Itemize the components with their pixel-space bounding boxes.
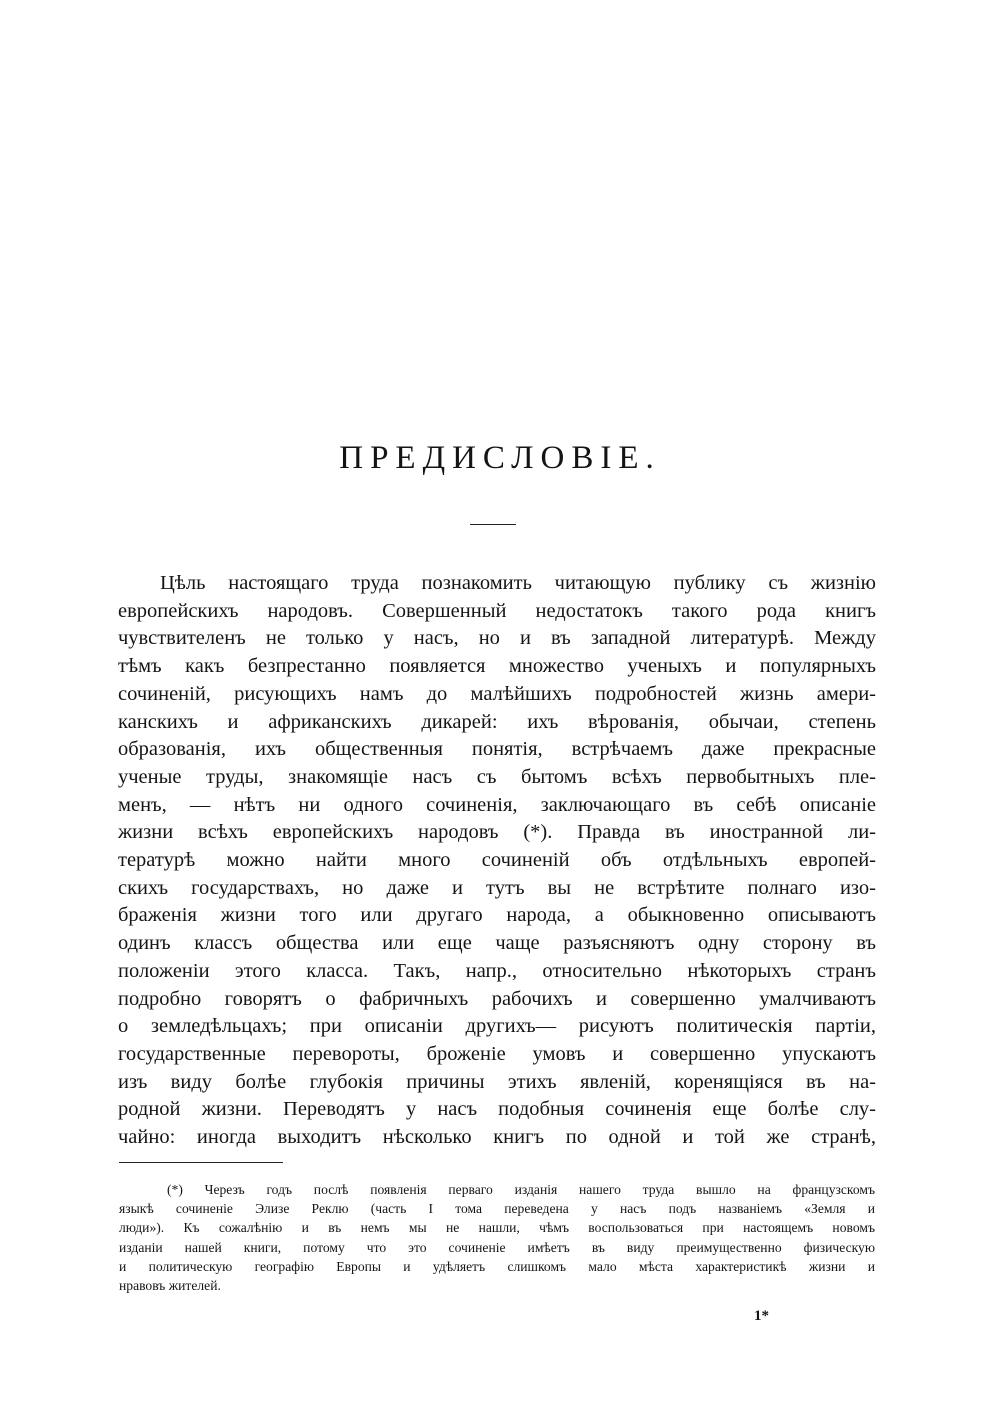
- body-paragraph: [118, 570, 876, 1152]
- body-line: канскихъ и африканскихъ дикарей: ихъ вѣрованія, обычаи, степень: [118, 710, 876, 733]
- body-line: положеніи этого класса. Такъ, напр., относительно нѣкоторыхъ странъ: [118, 959, 876, 982]
- footnote-line: изданіи нашей книги, потому что это сочиненіе имѣетъ въ виду преимущественно физическую: [119, 1239, 875, 1255]
- footnote-line: нравовъ жителей.: [119, 1278, 221, 1294]
- body-line: европейскихъ народовъ. Совершенный недостатокъ такого рода книгъ: [118, 599, 876, 622]
- footnote-line: (*) Черезъ годъ послѣ появленія перваго изданія нашего труда вышло на французскомъ: [167, 1182, 875, 1197]
- title-divider: [470, 524, 516, 525]
- body-line: жизни всѣхъ европейскихъ народовъ (*). Правда въ иностранной ли-: [118, 821, 876, 844]
- body-line: чувствителенъ не только у насъ, но и въ западной литературѣ. Между: [118, 627, 876, 650]
- footnote-line: люди»). Къ сожалѣнію и въ немъ мы не нашли, чѣмъ воспользоваться при настоящемъ новомъ: [119, 1220, 875, 1236]
- body-line: Цѣль настоящаго труда познакомить читающую публику съ жизнію: [160, 572, 876, 594]
- chapter-title: ПРЕДИСЛОВІЕ.: [339, 440, 661, 476]
- body-line: тературѣ можно найти много сочиненій объ отдѣльныхъ европей-: [118, 849, 876, 872]
- body-line: родной жизни. Переводятъ у насъ подобныя сочиненія еще болѣе слу-: [118, 1098, 876, 1121]
- body-line: чайно: иногда выходитъ нѣсколько книгъ по одной и той же странѣ,: [118, 1126, 876, 1149]
- body-line: сочиненій, рисующихъ намъ до малѣйшихъ подробностей жизнь амери-: [118, 682, 876, 705]
- body-line: скихъ государствахъ, но даже и тутъ вы не встрѣтите полнаго изо-: [118, 876, 876, 899]
- body-line: изъ виду болѣе глубокія причины этихъ явленій, коренящіяся въ на-: [118, 1070, 876, 1093]
- body-line: подробно говорятъ о фабричныхъ рабочихъ и совершенно умалчиваютъ: [118, 987, 876, 1010]
- body-line: о земледѣльцахъ; при описаніи другихъ— рисуютъ политическія партіи,: [118, 1015, 876, 1038]
- body-line: образованія, ихъ общественныя понятія, встрѣчаемъ даже прекрасные: [118, 738, 876, 761]
- body-line: одинъ классъ общества или еще чаще разъясняютъ одну сторону въ: [118, 932, 876, 955]
- body-line: государственные перевороты, броженіе умовъ и совершенно упускаютъ: [118, 1042, 876, 1065]
- footnote-divider: [119, 1162, 283, 1163]
- body-line: тѣмъ какъ безпрестанно появляется множество ученыхъ и популярныхъ: [118, 655, 876, 678]
- body-line: браженія жизни того или другаго народа, а обыкновенно описываютъ: [118, 904, 876, 927]
- footnote-line: и политическую географію Европы и удѣляетъ слишкомъ мало мѣста характеристикѣ жизни и: [119, 1258, 875, 1274]
- footnote-line: языкѣ сочиненіе Элизе Реклю (часть I тома переведена у насъ подъ названіемъ «Земля и: [119, 1201, 875, 1217]
- signature-mark: 1*: [754, 1308, 769, 1324]
- body-line: менъ, — нѣтъ ни одного сочиненія, заключающаго въ себѣ описаніе: [118, 793, 876, 816]
- body-line: ученые труды, знакомящіе насъ съ бытомъ всѣхъ первобытныхъ пле-: [118, 765, 876, 788]
- footnote: [119, 1180, 875, 1295]
